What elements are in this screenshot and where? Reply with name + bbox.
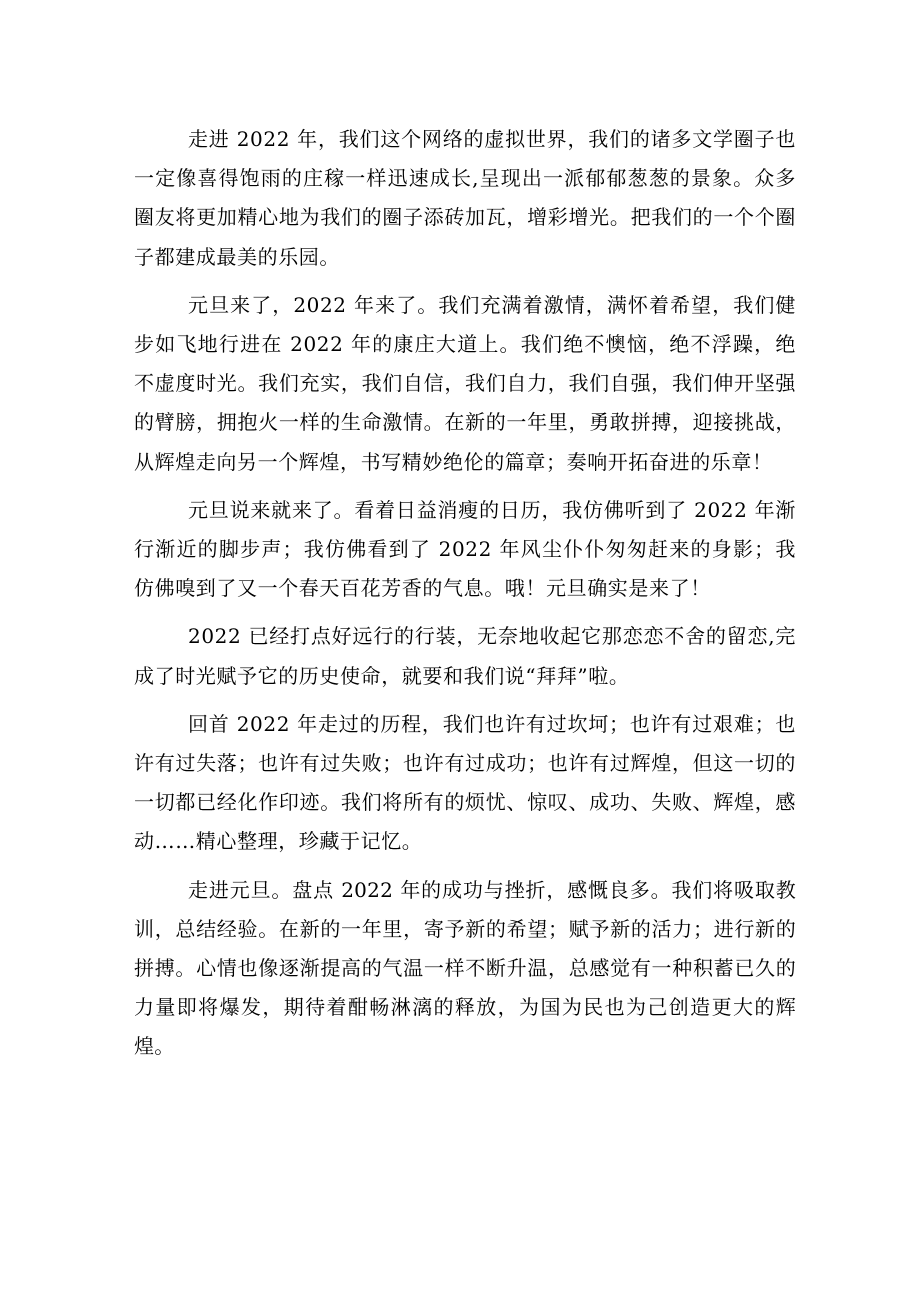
document-page (134, 120, 796, 1076)
paragraph-1: 走进 2022 年，我们这个网络的虚拟世界，我们的诸多文学圈子也一定像喜得饱雨的庄稼一样迅速成长,呈现出一派郁郁葱葱的景象。众多圈友将更加精心地为我们的圈子添砖加瓦，增彩增光。把我们的一个个圈子都建成最美的乐园。 (134, 127, 796, 269)
paragraph-2: 元旦来了，2022 年来了。我们充满着激情，满怀着希望，我们健步如飞地行进在 2022 年的康庄大道上。我们绝不懊恼，绝不浮躁，绝不虚度时光。我们充实，我们自信，我们自力，我们自强，我们伸开坚强的臂膀，拥抱火一样的生命激情。在新的一年里，勇敢拼搏，迎接挑战，从辉煌走向另一个辉煌，书写精妙绝伦的篇章；奏响开拓奋进的乐章！ (134, 292, 796, 474)
paragraph-5: 回首 2022 年走过的历程，我们也许有过坎坷；也许有过艰难；也许有过失落；也许有过失败；也许有过成功；也许有过辉煌，但这一切的一切都已经化作印迹。我们将所有的烦忧、惊叹、成功、失败、辉煌，感动……精心整理，珍藏于记忆。 (134, 711, 796, 854)
paragraph-6: 走进元旦。盘点 2022 年的成功与挫折，感慨良多。我们将吸取教训，总结经验。在新的一年里，寄予新的希望；赋予新的活力；进行新的拼搏。心情也像逐渐提高的气温一样不断升温，总感觉有一种积蓄已久的力量即将爆发，期待着酣畅淋漓的释放，为国为民也为己创造更大的辉煌。 (134, 877, 796, 1059)
paragraph-4: 2022 已经打点好远行的行装，无奈地收起它那恋恋不舍的留恋,完成了时光赋予它的历史使命，就要和我们说“拜拜”啦。 (134, 624, 796, 688)
paragraph-3: 元旦说来就来了。看着日益消瘦的日历，我仿佛听到了 2022 年渐行渐近的脚步声；我仿佛看到了 2022 年风尘仆仆匆匆赶来的身影；我仿佛嗅到了又一个春天百花芳香的气息。哦！元旦确实是来了！ (134, 497, 796, 601)
